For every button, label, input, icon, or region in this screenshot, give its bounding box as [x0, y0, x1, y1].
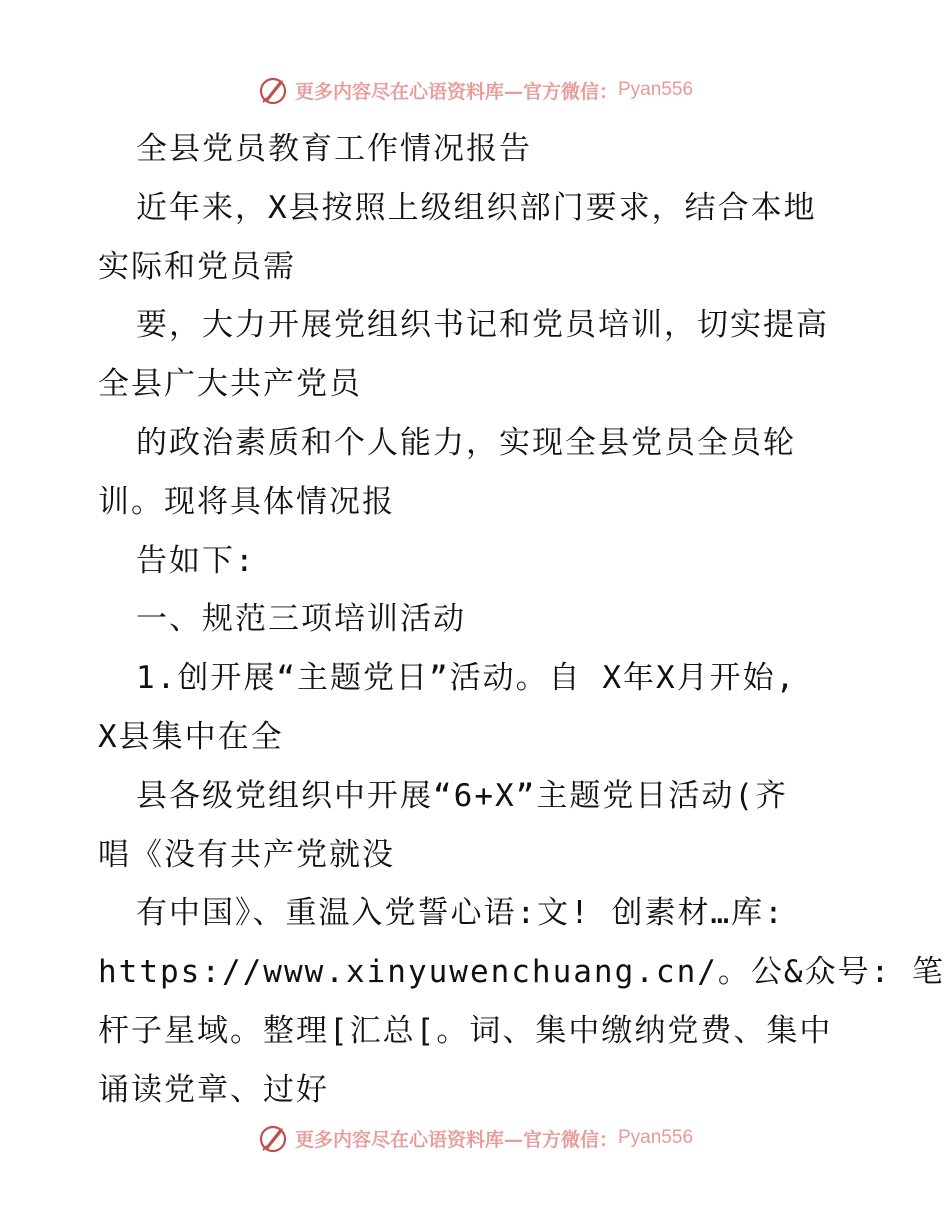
text-line: 的政治素质和个人能力，实现全县党员全员轮 — [136, 424, 796, 461]
header-banner — [0, 70, 950, 110]
text-line: 实际和党员需 — [98, 248, 296, 285]
text-line: 1.创开展“主题党日”活动。自 X年X月开始, — [136, 660, 797, 697]
text-line: 近年来，X县按照上级组织部门要求，结合本地 — [136, 189, 817, 226]
text-line: 诵读党章、过好 — [98, 1071, 329, 1108]
text-line: 杆子星域。整理[汇总[。词、集中缴纳党费、集中 — [98, 1012, 833, 1049]
banner-wechat-handle: Pyan556 — [618, 1127, 694, 1148]
text-line: X县集中在全 — [98, 718, 284, 755]
text-line: 训。现将具体情况报 — [98, 483, 395, 520]
text-line-url: https://www.xinyuwenchuang.cn/。公&众号: 笔 — [98, 954, 945, 991]
banner-text: 更多内容尽在心语资料库—官方微信： — [294, 1128, 618, 1151]
text-line: 要，大力开展党组织书记和党员培训，切实提高 — [136, 307, 829, 344]
section-heading: 一、规范三项培训活动 — [136, 601, 466, 638]
text-line: 告如下: — [136, 542, 256, 579]
text-line: 县各级党组织中开展“6+X”主题党日活动(齐 — [136, 777, 788, 814]
banner-wechat-handle: Pyan556 — [618, 79, 694, 100]
text-line: 唱《没有共产党就没 — [98, 836, 395, 873]
document-body — [98, 120, 945, 1120]
footer-banner — [0, 1118, 950, 1158]
banner-text: 更多内容尽在心语资料库—官方微信： — [294, 80, 618, 103]
quill-pen-logo-icon — [257, 74, 289, 106]
quill-pen-logo-icon — [257, 1122, 289, 1154]
text-line: 全县广大共产党员 — [98, 366, 362, 403]
text-line: 有中国》、重温入党誓心语:文! 创素材…库: — [136, 895, 785, 932]
document-title: 全县党员教育工作情况报告 — [136, 131, 532, 167]
